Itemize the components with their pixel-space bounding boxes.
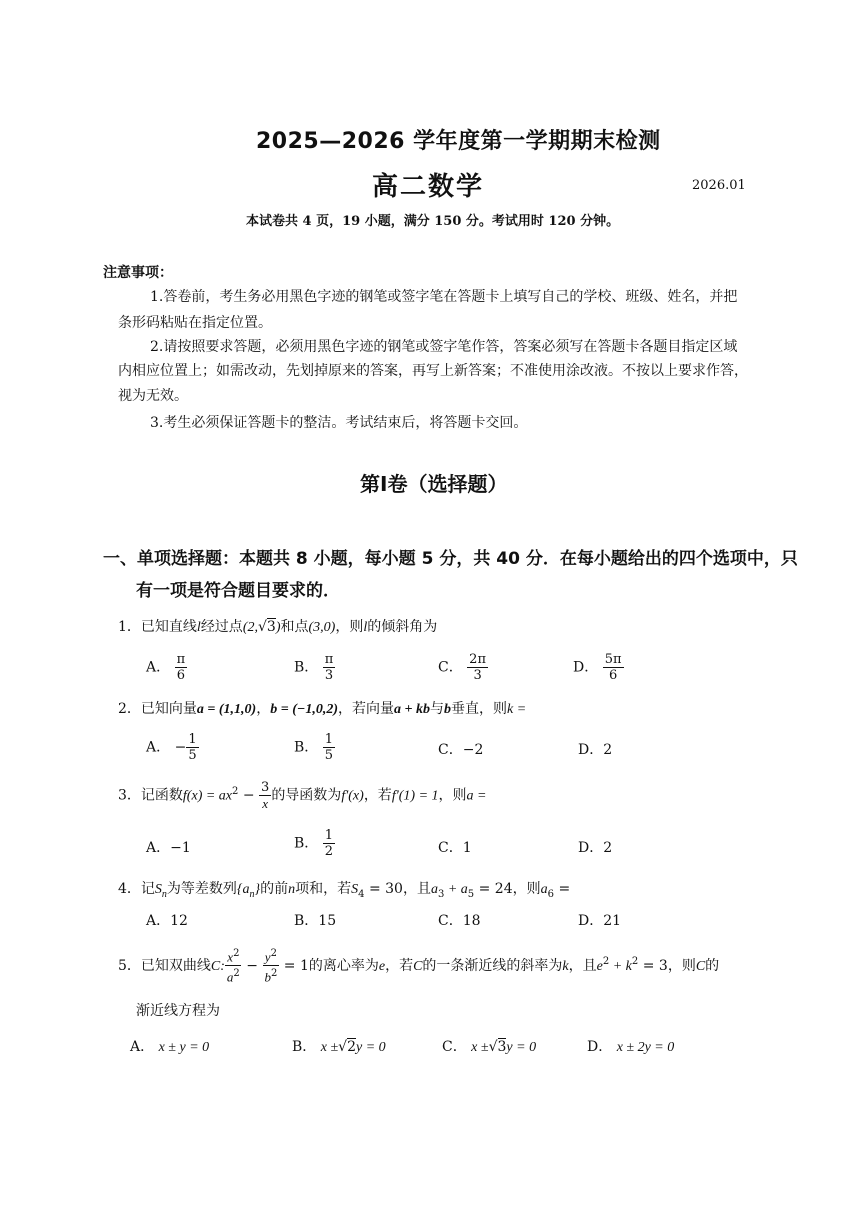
q5-option-a: A． x ± y = 0 <box>130 1039 210 1055</box>
q1-option-b: B． $\frac{\pi}{3}$ <box>294 652 334 683</box>
subject-title: 高二数学 <box>372 172 485 202</box>
exam-description: 本试卷共 4 页，19 小题，满分 150 分。考试用时 120 分钟。 <box>246 214 620 229</box>
question-2: 2．已知向量a = (1,1,0)，b = (−1,0,2)，若向量a + kb与b垂直，则k = <box>118 701 527 717</box>
notice-line: 条形码粘贴在指定位置。 <box>118 315 272 331</box>
q3-option-b: B． $\frac{1}{2}$ <box>294 828 334 859</box>
question-4: 4．记$S_n$为等差数列$\{a_n\}$的前n项和，若$S_4 = 30$，且$a_3 + a_5 = 24$，则$a_6$ = <box>118 881 571 900</box>
q2-option-b: B． $\frac{1}{5}$ <box>294 732 334 763</box>
q5-option-b: B． x ±√2y = 0 <box>292 1039 386 1055</box>
q2-option-c: C．−2 <box>438 742 484 758</box>
q1-option-d: D． $\frac{5\pi}{6}$ <box>573 652 622 683</box>
notice-line: 3.考生必须保证答题卡的整洁。考试结束后，将答题卡交回。 <box>150 415 528 431</box>
q5-option-d: D． x ± 2y = 0 <box>587 1039 675 1055</box>
section-title: 第I卷（选择题） <box>360 472 508 496</box>
exam-title: 2025—2026 学年度第一学期期末检测 <box>256 129 661 154</box>
q5-option-c: C． x ±√3y = 0 <box>442 1039 537 1055</box>
q4-option-b: B．15 <box>294 913 337 929</box>
exam-date: 2026.01 <box>692 178 746 193</box>
q1-option-a: A． $\frac{\pi}{6}$ <box>146 652 186 683</box>
q2-option-a: A． − $\frac{1}{5}$ <box>146 732 197 763</box>
question-1: 1．已知直线l经过点(2,√3)和点(3,0)，则l的倾斜角为 <box>118 619 438 635</box>
notice-line: 视为无效。 <box>118 388 188 404</box>
question-3: 3．记函数$f(x) = ax^2$ − $\frac{3}{x}$ 的导函数为f′(x)，若f′(1) = 1，则a = <box>118 780 487 811</box>
q1-option-c: C． $\frac{2\pi}{3}$ <box>438 652 486 683</box>
q4-option-c: C．18 <box>438 913 481 929</box>
part-heading: 一、单项选择题：本题共 8 小题，每小题 5 分，共 40 分．在每小题给出的四个选项中，只 <box>103 549 798 569</box>
q4-option-a: A．12 <box>146 913 188 929</box>
notice-title: 注意事项： <box>103 265 173 281</box>
q3-option-d: D．2 <box>578 840 613 856</box>
question-5-cont: 渐近线方程为 <box>136 1003 220 1019</box>
q3-option-c: C．1 <box>438 840 472 856</box>
q3-option-a: A．−1 <box>146 840 191 856</box>
notice-line: 内相应位置上；如需改动，先划掉原来的答案，再写上新答案；不准使用涂改液。不按以上要求作答， <box>118 363 748 379</box>
q4-option-d: D．21 <box>578 913 622 929</box>
notice-line: 2.请按照要求答题，必须用黑色字迹的钢笔或签字笔作答，答案必须写在答题卡各题目指定区域 <box>150 339 738 355</box>
q2-option-d: D．2 <box>578 742 613 758</box>
question-5: 5．已知双曲线C: $\frac{x^2}{a^2}$ − $\frac{y^2}{b^2}$ = 1的离心率为e，若C的一条渐近线的斜率为k，且$e^2 + k^2 = 3$，则C的 <box>118 948 720 985</box>
part-heading-cont: 有一项是符合题目要求的． <box>136 581 340 601</box>
notice-line: 1.答卷前，考生务必用黑色字迹的钢笔或签字笔在答题卡上填写自己的学校、班级、姓名，并把 <box>150 289 738 305</box>
